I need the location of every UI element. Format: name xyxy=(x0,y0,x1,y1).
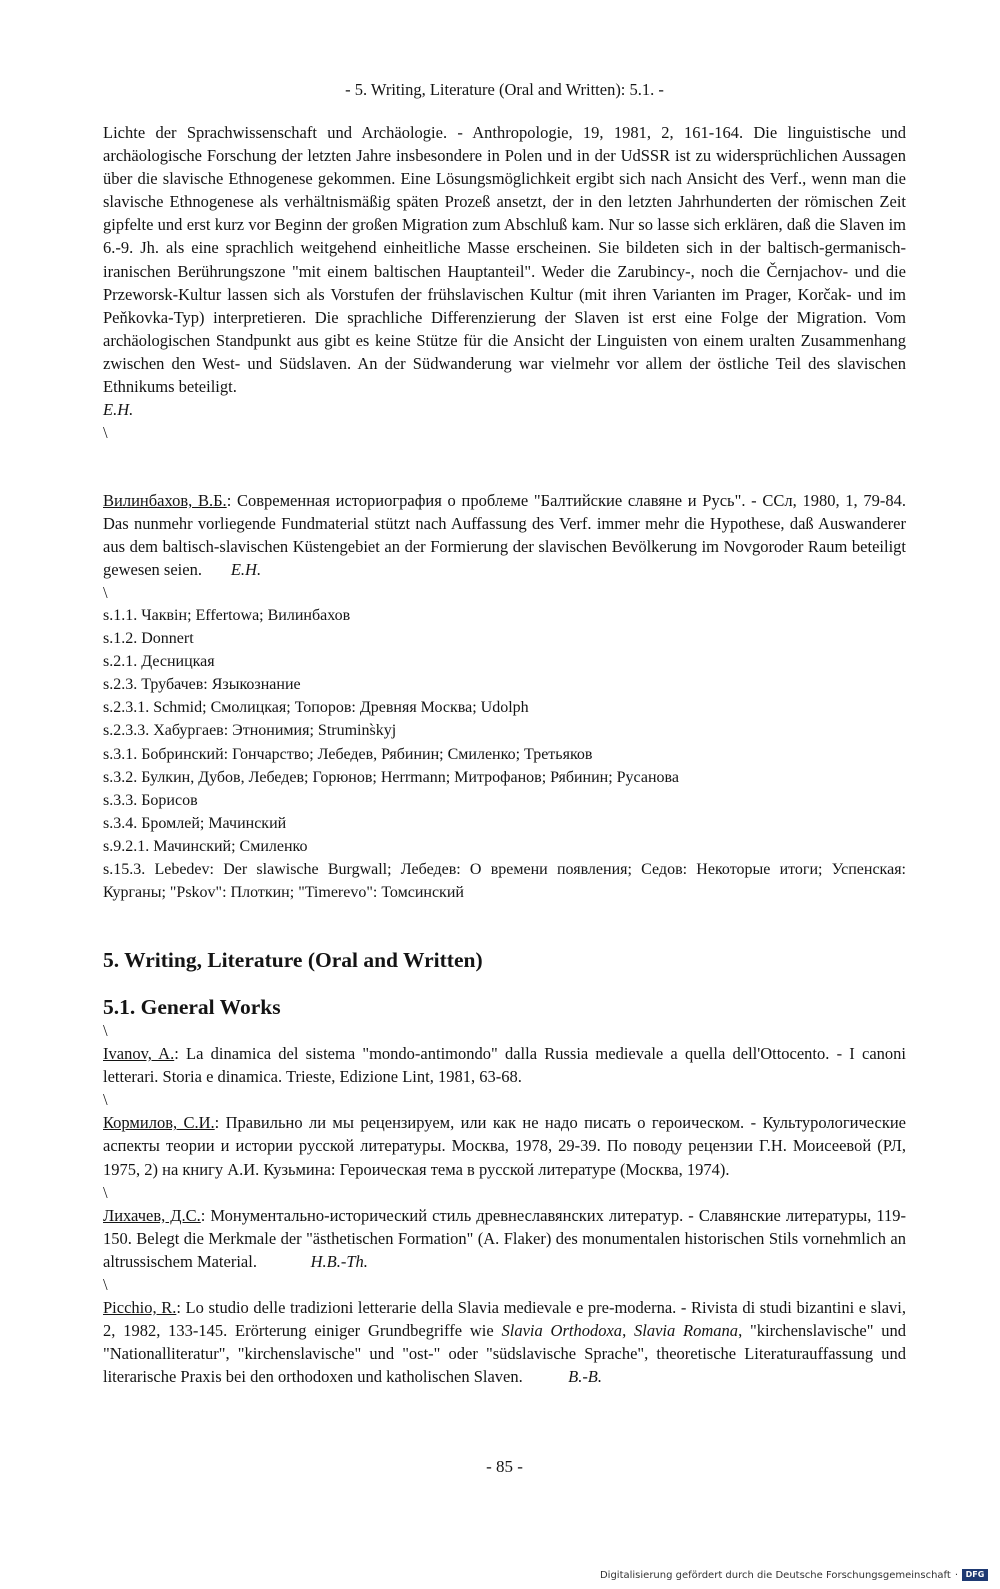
entry-author: Picchio, R. xyxy=(103,1298,177,1318)
reviewer-initials: B.-B. xyxy=(568,1367,603,1387)
entry-picchio xyxy=(103,1296,906,1388)
entry-likhachev xyxy=(103,1204,906,1273)
entry-author: Лихачев, Д.С. xyxy=(103,1205,201,1225)
entry-separator: \ xyxy=(103,1021,108,1040)
entry-vilinbakhov xyxy=(103,489,906,604)
crossref-line: s.9.2.1. Мачинский; Смиленко xyxy=(103,837,308,855)
crossref-line: s.2.3.3. Хабургаев: Этнонимия; Strumins̀kyj xyxy=(103,722,397,740)
crossref-line: s.3.4. Бромлей; Мачинский xyxy=(103,814,287,832)
entry-kormilov xyxy=(103,1111,906,1180)
entry-separator: \ xyxy=(103,583,108,603)
entry-ivanov xyxy=(103,1042,906,1088)
entry-author: Ivanov, A. xyxy=(103,1044,175,1064)
paragraph-ethnogenesis xyxy=(103,121,906,444)
entry-separator: \ xyxy=(103,1182,108,1202)
crossref-line: s.3.1. Бобринский: Гончарство; Лебедев, Рябинин; Смиленко; Третьяков xyxy=(103,745,593,763)
dfg-logo: DFG xyxy=(962,1569,988,1581)
crossref-line: s.2.1. Десницкая xyxy=(103,653,215,671)
crossref-line: s.2.3. Трубачев: Языкознание xyxy=(103,676,301,694)
reviewer-initials: E.H. xyxy=(230,560,262,580)
entry-author: Кормилов, С.И. xyxy=(103,1113,215,1133)
running-head: - 5. Writing, Literature (Oral and Written): 5.1. - xyxy=(345,80,664,99)
crossref-line: s.2.3.1. Schmid; Смолицкая; Топоров: Древняя Москва; Udolph xyxy=(103,699,529,717)
digitization-footer: Digitalisierung gefördert durch die Deutsche Forschungsgemeinschaft · DFG xyxy=(600,1569,988,1581)
entry-separator: \ xyxy=(103,1090,108,1110)
reviewer-initials: E.H. xyxy=(103,400,134,420)
footer-text: Digitalisierung gefördert durch die Deutsche Forschungsgemeinschaft xyxy=(599,1569,951,1581)
crossref-line: s.15.3. Lebedev: Der slawische Burgwall; Лебедев: О времени появления; Седов: Некоторые итоги; Успенская: Курганы; "Pskov": Плоткин; "Timerevo": Томсинский xyxy=(103,861,906,902)
entry-separator: \ xyxy=(103,423,108,443)
italic-term: Slavia Romana xyxy=(634,1321,739,1341)
entry-text: : Lo studio delle tradizioni letterarie della Slavia medievale e pre-moderna. - Rivista di studi bizantini e slavi, 2, 1982, 133-145. Erörterung einiger Grundbegriffe wie xyxy=(103,1298,906,1341)
crossref-line: s.3.3. Борисов xyxy=(103,791,198,809)
crossref-line: s.1.1. Чаквін; Effertowa; Вилинбахов xyxy=(103,607,351,624)
entry-text: , "kirchenslavische" und "Nationalliteratur", "kirchenslavische" und "ost-" oder "südslavische Sprache", theoretische Literaturauffassung und literarische Praxis bei den orthodoxen und katholischen Slaven. xyxy=(103,1321,906,1387)
entries-list xyxy=(103,1019,906,1389)
section-heading: 5. Writing, Literature (Oral and Written) xyxy=(103,948,483,972)
entry-text: : Современная историография о проблеме "Балтийские славяне и Русь". - ССл, 1980, 1, 79-84. Das nunmehr vorliegende Fundmaterial stützt nach Auffassung des Verf. immer mehr die Hypothese, daß Auswanderer aus dem baltisch-slavischen Küstengebiet an der Formierung der slavischen Bevölkerung im Novgoroder Raum beteiligt gewesen seien. xyxy=(103,491,907,580)
cross-references xyxy=(103,604,906,904)
subsection-heading: 5.1. General Works xyxy=(103,995,281,1019)
reviewer-initials: H.B.-Th. xyxy=(310,1251,368,1271)
entry-text: : Монументально-исторический стиль древнеславянских литератур. - Славянские литературы, 119-150. Belegt die Merkmale der "ästhetischen Formation" (A. Flaker) des monumentalen historischen Stils vornehmlich an altrussischem Material. xyxy=(103,1205,906,1271)
page-number: - 85 - xyxy=(486,1457,523,1476)
entry-text: : La dinamica del sistema "mondo-antimondo" dalla Russia medievale a quella dell'Ottocento. - I canoni letterari. Storia e dinamica. Trieste, Edizione Lint, 1981, 63-68. xyxy=(103,1044,906,1087)
entry-text: : Правильно ли мы рецензируем, или как не надо писать о героическом. - Культурологические аспекты теории и истории русской литературы. Москва, 1978, 29-39. По поводу рецензии Г.Н. Моисеевой (РЛ, 1975, 2) на книгу А.И. Кузьмина: Героическая тема в русской литературе (Москва, 1974). xyxy=(103,1113,906,1179)
entry-author: Вилинбахов, В.Б. xyxy=(103,491,227,510)
italic-term: Slavia Orthodoxa xyxy=(501,1321,623,1341)
paragraph-text: Lichte der Sprachwissenschaft und Archäologie. - Anthropologie, 19, 1981, 2, 161-164. Die linguistische und archäologische Forschung der letzten Jahre insbesondere in Polen und in der UdSSR ist zu widersprüchlichen Aussagen über die slavische Ethnogenese gekommen. Eine Lösungsmöglichkeit ergibt sich nach Ansicht des Verf., wenn man die slavische Ethnogenese als verhältnismäßig späten Prozeß ansetzt, der in den letzten Jahrhunderten der römischen Zeit gipfelte und erst kurz vor Beginn der großen Migration zum Abschluß kam. Nur so lasse sich erklären, daß die Slaven im 6.-9. Jh. als eine sprachlich weitgehend einheitliche Masse erscheinen. Sie bildeten sich in der baltisch-germanisch-iranischen Berührungszone "mit einem baltischen Hauptanteil". Weder die Zarubincy-, noch die Černjachov- und die Przeworsk-Kultur lassen sich als Vorstufen der frühslavischen Kultur (mit ihren Varianten im Prager, Korčak- und im Peňkovka-Typ) interpretieren. Die sprachliche Differenzierung der Slaven ist erst eine Folge der Migration. Vom archäologischen Standpunkt aus gibt es keine Stütze für die Ansicht der Linguisten von einem uralten Zusammenhang zwischen den West- und Südslaven. An der Südwanderung war vielmehr vor allem der östliche Teil des slavischen Ethnikums beteiligt. xyxy=(103,123,906,397)
entry-text: , xyxy=(622,1321,634,1341)
crossref-line: s.1.2. Donnert xyxy=(103,630,194,648)
entry-separator: \ xyxy=(103,1275,108,1295)
crossref-line: s.3.2. Булкин, Дубов, Лебедев; Горюнов; Herrmann; Митрофанов; Рябинин; Русанова xyxy=(103,768,679,786)
